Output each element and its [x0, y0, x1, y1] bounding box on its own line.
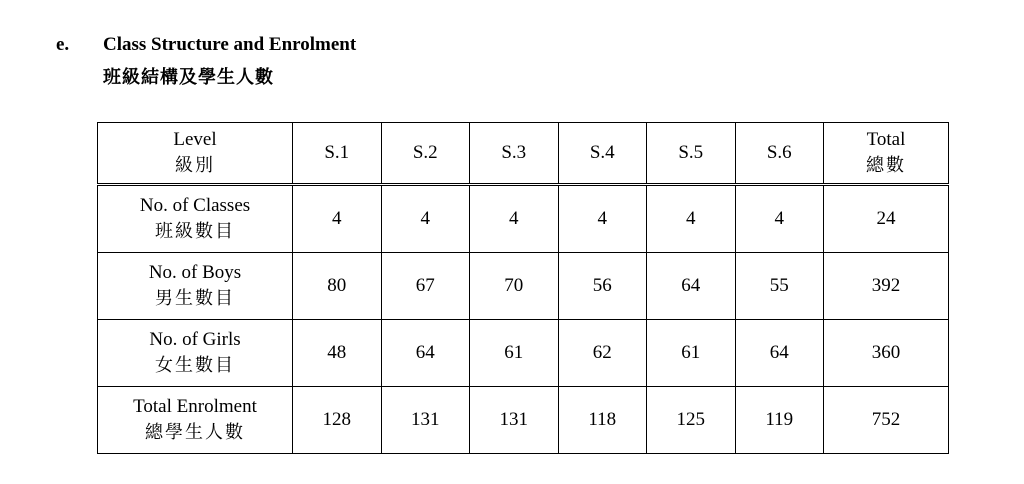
table-cell: 118 [558, 387, 647, 454]
table-cell: 61 [647, 320, 736, 387]
section-letter: e. [56, 34, 70, 55]
table-cell: 55 [735, 253, 824, 320]
row-label-en: No. of Boys [148, 262, 242, 283]
header-total-cell [824, 123, 949, 185]
table-cell: 4 [647, 185, 736, 253]
table-cell: 70 [470, 253, 559, 320]
header-level-zh: 級別 [175, 155, 215, 175]
table-cell: 4 [381, 185, 470, 253]
table-cell: 64 [381, 320, 470, 387]
header-level-s2: S.2 [381, 123, 470, 185]
row-label-zh: 總學生人數 [145, 422, 245, 442]
row-label-en: No. of Girls [149, 329, 241, 350]
table-cell: 125 [647, 387, 736, 454]
row-label-cell [98, 185, 293, 253]
row-label-cell [98, 253, 293, 320]
row-label-zh: 班級數目 [155, 221, 235, 241]
table-cell: 4 [735, 185, 824, 253]
table-cell: 4 [470, 185, 559, 253]
row-total-cell: 24 [824, 185, 949, 253]
header-total-en: Total [866, 129, 906, 150]
header-level-s3: S.3 [470, 123, 559, 185]
header-level-s5: S.5 [647, 123, 736, 185]
section-title-en: Class Structure and Enrolment [103, 34, 357, 55]
header-level-s6: S.6 [735, 123, 824, 185]
header-level-s4: S.4 [558, 123, 647, 185]
section-title-zh: 班級結構及學生人數 [103, 67, 274, 87]
row-label-zh: 女生數目 [155, 355, 235, 375]
table-cell: 64 [647, 253, 736, 320]
table-cell: 48 [293, 320, 382, 387]
table-row-total-enrolment [98, 387, 949, 454]
header-level-s1: S.1 [293, 123, 382, 185]
table-cell: 61 [470, 320, 559, 387]
table-cell: 67 [381, 253, 470, 320]
table-cell: 131 [470, 387, 559, 454]
row-total-cell: 360 [824, 320, 949, 387]
row-label-zh: 男生數目 [155, 288, 235, 308]
row-label-cell [98, 387, 293, 454]
row-total-cell: 392 [824, 253, 949, 320]
table-cell: 131 [381, 387, 470, 454]
table-cell: 62 [558, 320, 647, 387]
row-label-en: Total Enrolment [133, 396, 257, 417]
row-total-cell: 752 [824, 387, 949, 454]
row-label-cell [98, 320, 293, 387]
table-header-row [98, 123, 949, 185]
table-row-boys [98, 253, 949, 320]
table-cell: 4 [558, 185, 647, 253]
table-cell: 56 [558, 253, 647, 320]
enrolment-table [97, 122, 949, 454]
table-row-classes [98, 185, 949, 253]
header-total-zh: 總數 [866, 155, 906, 175]
header-level-en: Level [173, 129, 217, 150]
table-cell: 4 [293, 185, 382, 253]
table-cell: 64 [735, 320, 824, 387]
table-cell: 119 [735, 387, 824, 454]
table-cell: 128 [293, 387, 382, 454]
header-level-cell [98, 123, 293, 185]
table-row-girls [98, 320, 949, 387]
row-label-en: No. of Classes [139, 195, 251, 216]
table-cell: 80 [293, 253, 382, 320]
